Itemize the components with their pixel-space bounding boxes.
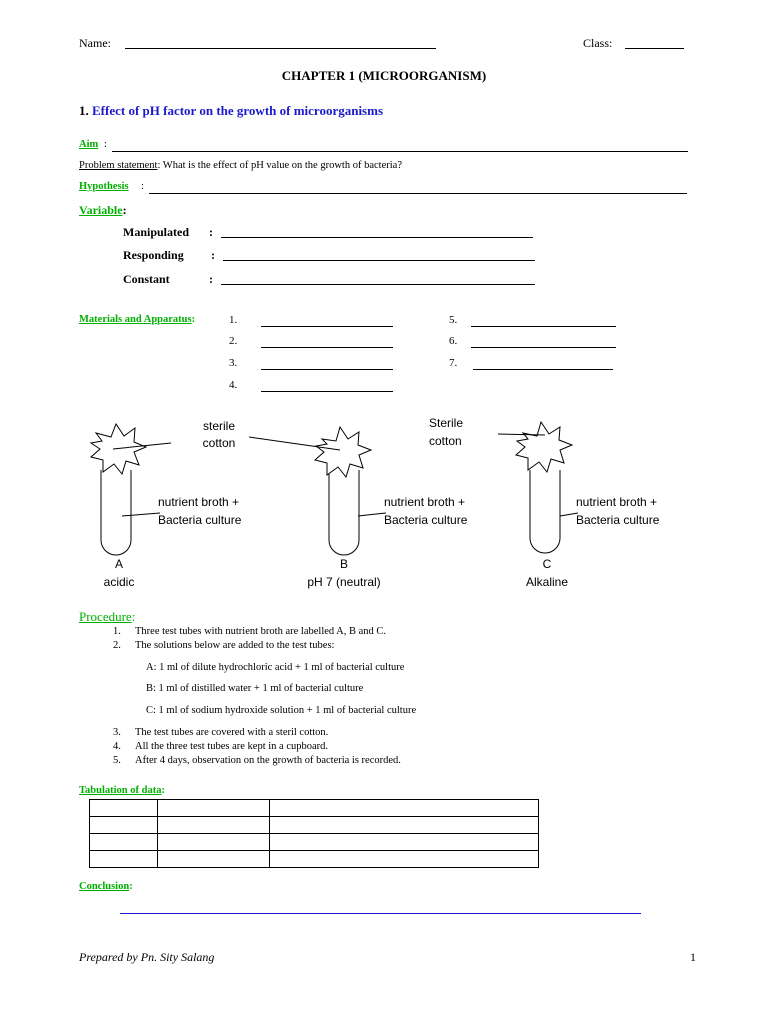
- constant-field[interactable]: [221, 284, 535, 285]
- table-cell[interactable]: [270, 817, 539, 834]
- procedure-step-4-num: 4.: [113, 741, 121, 752]
- aim-separator: :: [104, 139, 107, 150]
- procedure-colon: :: [131, 609, 136, 624]
- table-row: [90, 800, 539, 817]
- sterile-label-left-1: sterile: [202, 419, 235, 433]
- cotton-plug-a: [91, 424, 146, 474]
- sterile-label-right-1: Sterile: [429, 416, 464, 430]
- material-field-2[interactable]: [261, 347, 393, 348]
- cotton-plug-c: [516, 422, 572, 472]
- tube-caption-a: acidic: [103, 575, 135, 589]
- broth-label-a-1: nutrient broth +: [158, 495, 240, 509]
- conclusion-heading: [79, 881, 133, 892]
- table-cell[interactable]: [90, 834, 158, 851]
- variable-colon: :: [122, 203, 127, 217]
- material-number-1: 1.: [229, 314, 238, 326]
- table-cell[interactable]: [270, 851, 539, 868]
- aim-field[interactable]: [112, 151, 688, 152]
- broth-label-c-2: Bacteria culture: [576, 513, 660, 527]
- table-cell[interactable]: [158, 834, 270, 851]
- materials-heading: [79, 314, 195, 325]
- table-cell[interactable]: [158, 800, 270, 817]
- material-number-7: 7.: [449, 357, 458, 369]
- broth-label-b-2: Bacteria culture: [384, 513, 468, 527]
- problem-text: : What is the effect of pH value on the growth of bacteria?: [157, 160, 402, 171]
- tabulation-colon: :: [161, 785, 165, 796]
- material-number-4: 4.: [229, 379, 238, 391]
- tube-letter-a: A: [114, 557, 123, 571]
- test-tube-c: [530, 470, 560, 553]
- material-field-5[interactable]: [471, 326, 616, 327]
- broth-label-a-2: Bacteria culture: [158, 513, 242, 527]
- table-cell[interactable]: [158, 851, 270, 868]
- constant-label: Constant: [123, 272, 170, 286]
- material-number-5: 5.: [449, 314, 458, 326]
- name-field[interactable]: [125, 48, 436, 49]
- section-number: 1.: [79, 103, 89, 118]
- footer-prepared-by: Prepared by Pn. Sity Salang: [79, 950, 215, 964]
- procedure-heading: [79, 609, 135, 625]
- broth-label-b-1: nutrient broth +: [384, 495, 466, 509]
- class-label: Class:: [583, 36, 613, 50]
- manipulated-colon: :: [209, 225, 213, 239]
- material-field-7[interactable]: [473, 369, 613, 370]
- problem-label: Problem statement: [79, 160, 158, 171]
- procedure-step-4-text: All the three test tubes are kept in a cupboard.: [135, 741, 329, 752]
- table-cell[interactable]: [90, 851, 158, 868]
- procedure-step-2-num: 2.: [113, 640, 121, 651]
- table-cell[interactable]: [270, 834, 539, 851]
- responding-field[interactable]: [223, 260, 535, 261]
- name-label: Name:: [79, 36, 111, 50]
- solution-b: B: 1 ml of distilled water + 1 ml of bacterial culture: [146, 683, 364, 694]
- hypothesis-label: Hypothesis: [79, 181, 129, 192]
- test-tube-a: [101, 470, 131, 555]
- responding-label: Responding: [123, 248, 184, 262]
- tabulation-heading: [79, 785, 165, 796]
- table-row: [90, 817, 539, 834]
- procedure-label: Procedure: [79, 609, 132, 624]
- table-cell[interactable]: [158, 817, 270, 834]
- material-field-4[interactable]: [261, 391, 393, 392]
- procedure-step-1-text: Three test tubes with nutrient broth are labelled A, B and C.: [135, 626, 387, 637]
- variable-heading: [79, 203, 127, 218]
- table-row: [90, 851, 539, 868]
- material-field-3[interactable]: [261, 369, 393, 370]
- table-cell[interactable]: [90, 817, 158, 834]
- manipulated-field[interactable]: [221, 237, 533, 238]
- variable-label: Variable: [79, 203, 123, 217]
- section-title: Effect of pH factor on the growth of microorganisms: [92, 103, 384, 118]
- procedure-step-3-text: The test tubes are covered with a steril cotton.: [135, 727, 329, 738]
- broth-label-c-1: nutrient broth +: [576, 495, 658, 509]
- manipulated-label: Manipulated: [123, 225, 190, 239]
- procedure-step-5-num: 5.: [113, 755, 121, 766]
- procedure-step-3-num: 3.: [113, 727, 121, 738]
- material-number-6: 6.: [449, 335, 458, 347]
- hypothesis-field[interactable]: [149, 193, 687, 194]
- sterile-label-right-2: cotton: [429, 434, 462, 448]
- material-number-2: 2.: [229, 335, 238, 347]
- test-tube-b: [329, 470, 359, 555]
- material-number-3: 3.: [229, 357, 238, 369]
- tube-caption-b: pH 7 (neutral): [307, 575, 381, 589]
- tube-letter-c: C: [542, 557, 552, 571]
- solution-c: C: 1 ml of sodium hydroxide solution + 1 ml of bacterial culture: [146, 705, 417, 716]
- materials-colon: :: [191, 314, 196, 325]
- tube-letter-b: B: [339, 557, 348, 571]
- pointer-broth-a: [122, 513, 160, 516]
- tube-caption-c: Alkaline: [525, 575, 569, 589]
- page-number: 1: [690, 950, 696, 964]
- cotton-plug-b: [315, 427, 371, 477]
- material-field-1[interactable]: [261, 326, 393, 327]
- materials-label: Materials and Apparatus: [79, 314, 192, 325]
- procedure-step-1-num: 1.: [113, 626, 121, 637]
- conclusion-colon: :: [129, 881, 133, 892]
- sterile-label-left-2: cotton: [202, 436, 236, 450]
- table-cell[interactable]: [90, 800, 158, 817]
- table-cell[interactable]: [270, 800, 539, 817]
- conclusion-label: Conclusion: [79, 881, 130, 892]
- material-field-6[interactable]: [471, 347, 616, 348]
- section-heading: [79, 103, 383, 119]
- chapter-title: CHAPTER 1 (MICROORGANISM): [281, 68, 487, 83]
- table-row: [90, 834, 539, 851]
- data-table: [89, 799, 539, 868]
- class-field[interactable]: [625, 48, 684, 49]
- problem-statement: [79, 160, 402, 171]
- pointer-broth-b: [358, 513, 386, 516]
- tabulation-label: Tabulation of data: [79, 785, 162, 796]
- procedure-step-5-text: After 4 days, observation on the growth of bacteria is recorded.: [135, 755, 401, 766]
- constant-colon: :: [209, 272, 213, 286]
- responding-colon: :: [211, 248, 215, 262]
- solution-a: A: 1 ml of dilute hydrochloric acid + 1 ml of bacterial culture: [146, 662, 405, 673]
- aim-label: Aim: [79, 139, 99, 150]
- procedure-step-2-text: The solutions below are added to the test tubes:: [135, 640, 335, 651]
- conclusion-field[interactable]: [120, 913, 641, 914]
- hypothesis-separator: :: [141, 181, 144, 192]
